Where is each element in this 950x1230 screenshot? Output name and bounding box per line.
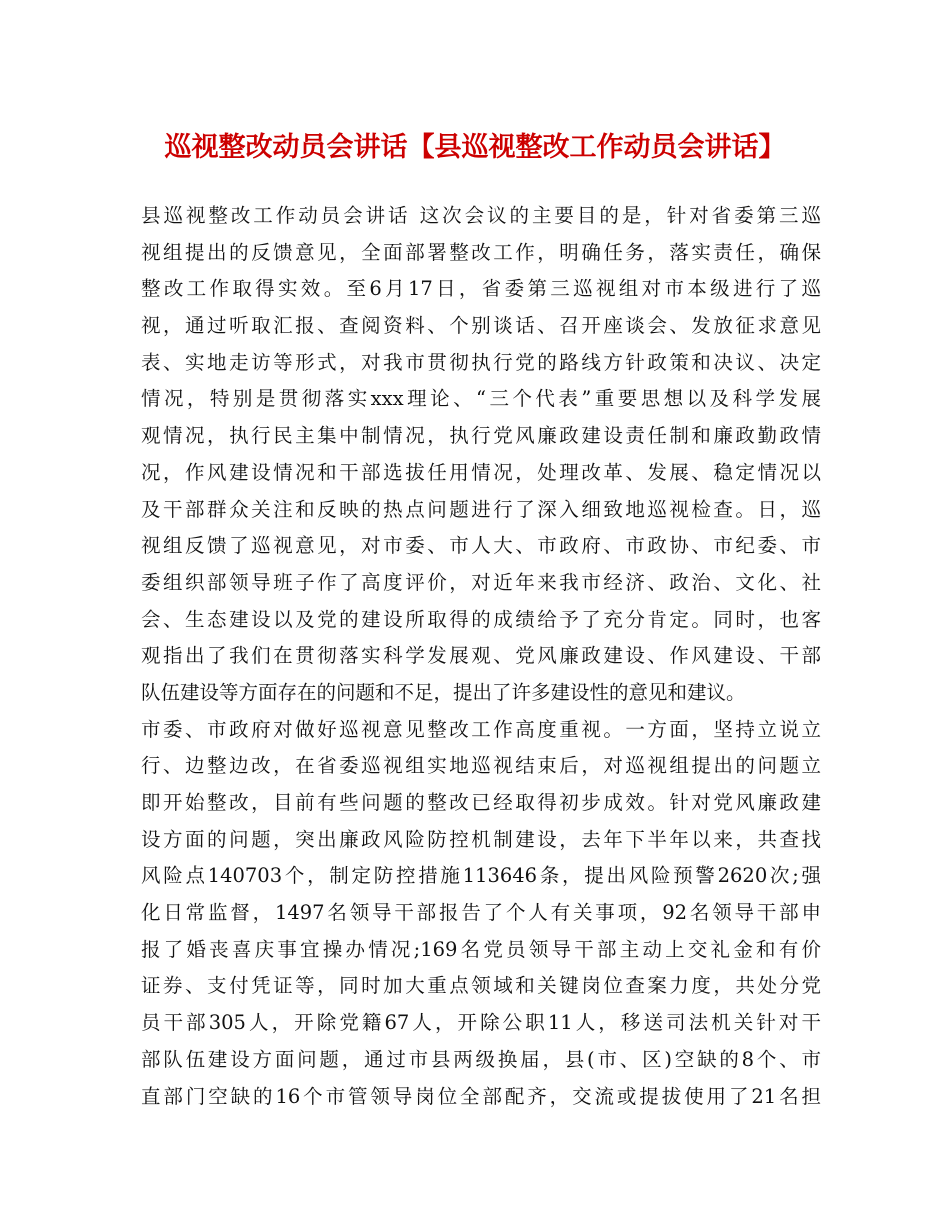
- body-line: 部队伍建设方面问题，通过市县两级换届，县(市、区)空缺的8个、市: [141, 1047, 821, 1071]
- body-line: 视组反馈了巡视意见，对市委、市人大、市政府、市政协、市纪委、市: [141, 534, 821, 558]
- body-line: 视，通过听取汇报、查阅资料、个别谈话、召开座谈会、发放征求意见: [141, 314, 821, 338]
- body-line: 设方面的问题，突出廉政风险防控机制建设，去年下半年以来，共查找: [141, 827, 821, 851]
- body-line: 市委、市政府对做好巡视意见整改工作高度重视。一方面，坚持立说立: [141, 717, 821, 741]
- body-line: 况，作风建设情况和干部选拔任用情况，处理改革、发展、稳定情况以: [141, 460, 821, 484]
- body-line: 即开始整改，目前有些问题的整改已经取得初步成效。针对党风廉政建: [141, 791, 821, 814]
- body-line: 会、生态建设以及党的建设所取得的成绩给予了充分肯定。同时，也客: [141, 607, 821, 631]
- body-line: 直部门空缺的16个市管领导岗位全部配齐，交流或提拔使用了21名担: [141, 1084, 821, 1108]
- body-line: 风险点140703个，制定防控措施113646条，提出风险预警2620次;强: [141, 864, 821, 888]
- body-line: 委组织部领导班子作了高度评价，对近年来我市经济、政治、文化、社: [141, 570, 821, 594]
- body-line: 队伍建设等方面存在的问题和不足，提出了许多建设性的意见和建议。: [141, 680, 746, 704]
- document-body: [141, 198, 821, 1115]
- body-line: 整改工作取得实效。至6月17日，省委第三巡视组对市本级进行了巡: [141, 277, 821, 301]
- body-line: 县巡视整改工作动员会讲话 这次会议的主要目的是，针对省委第三巡: [141, 204, 821, 227]
- body-line: 观指出了我们在贯彻落实科学发展观、党风廉政建设、作风建设、干部: [141, 644, 821, 668]
- body-line: 化日常监督，1497名领导干部报告了个人有关事项，92名领导干部申: [141, 901, 821, 925]
- body-line: 表、实地走访等形式，对我市贯彻执行党的路线方针政策和决议、决定: [141, 350, 821, 374]
- body-line: 情况，特别是贯彻落实xxx理论、“三个代表”重要思想以及科学发展: [141, 387, 821, 411]
- body-line: 证券、支付凭证等，同时加大重点领域和关键岗位查案力度，共处分党: [141, 974, 821, 998]
- body-line: 观情况，执行民主集中制情况，执行党风廉政建设责任制和廉政勤政情: [141, 424, 821, 448]
- body-line: 视组提出的反馈意见，全面部署整改工作，明确任务，落实责任，确保: [141, 240, 821, 264]
- body-line: 报了婚丧喜庆事宜操办情况;169名党员领导干部主动上交礼金和有价: [141, 937, 821, 961]
- body-line: 员干部305人，开除党籍67人，开除公职11人，移送司法机关针对干: [141, 1011, 821, 1035]
- body-line: 行、边整边改，在省委巡视组实地巡视结束后，对巡视组提出的问题立: [141, 754, 821, 778]
- body-line: 及干部群众关注和反映的热点问题进行了深入细致地巡视检查。日，巡: [141, 497, 821, 521]
- document-title: 巡视整改动员会讲话【县巡视整改工作动员会讲话】: [164, 132, 786, 163]
